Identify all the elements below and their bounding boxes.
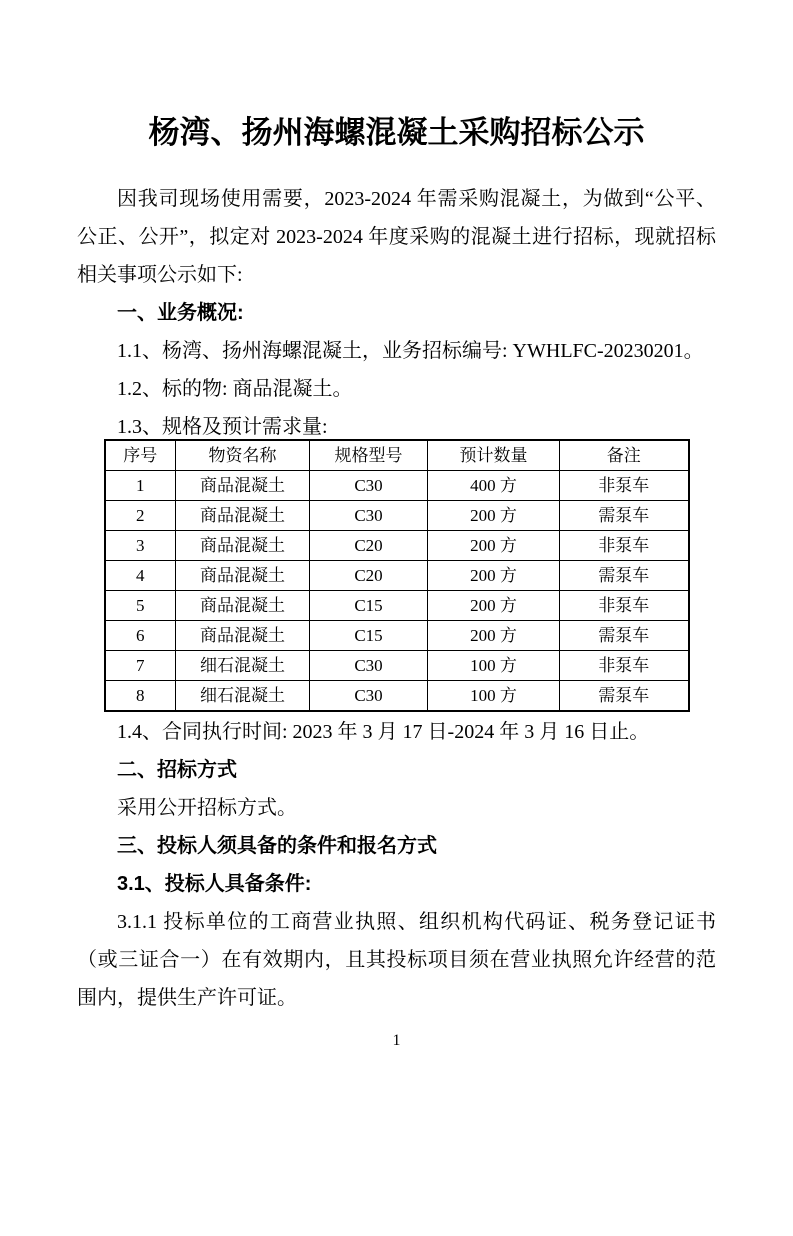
table-cell: C30 — [310, 651, 428, 681]
table-cell: 200 方 — [428, 501, 560, 531]
table-row — [105, 531, 689, 561]
table-row — [105, 651, 689, 681]
table-cell: 1 — [105, 471, 176, 501]
table-cell: 非泵车 — [560, 591, 689, 621]
table-cell: 6 — [105, 621, 176, 651]
page-title: 杨湾、扬州海螺混凝土采购招标公示 — [148, 115, 645, 150]
table-cell: 100 方 — [428, 651, 560, 681]
table-row — [105, 591, 689, 621]
table-cell: 细石混凝土 — [176, 681, 310, 712]
table-cell: 200 方 — [428, 531, 560, 561]
section3-heading: 三、投标人须具备的条件和报名方式 — [117, 835, 437, 857]
table-cell: 4 — [105, 561, 176, 591]
page-number: 1 — [392, 1032, 401, 1049]
table-row — [105, 561, 689, 591]
table-header-cell: 序号 — [105, 440, 176, 471]
table-row — [105, 681, 689, 712]
item-1-3: 1.3、规格及预计需求量: — [117, 416, 328, 438]
table-cell: 非泵车 — [560, 471, 689, 501]
table-cell: 细石混凝土 — [176, 651, 310, 681]
table-cell: 商品混凝土 — [176, 621, 310, 651]
table-row — [105, 501, 689, 531]
table-cell: C30 — [310, 501, 428, 531]
section2-body: 采用公开招标方式。 — [117, 797, 297, 819]
demand-table-body — [105, 471, 689, 712]
table-cell: 400 方 — [428, 471, 560, 501]
table-cell: 非泵车 — [560, 651, 689, 681]
table-cell: 200 方 — [428, 561, 560, 591]
table-header-cell: 备注 — [560, 440, 689, 471]
item-1-2: 1.2、标的物: 商品混凝土。 — [117, 378, 353, 400]
table-cell: 非泵车 — [560, 531, 689, 561]
table-cell: 需泵车 — [560, 621, 689, 651]
table-cell: C20 — [310, 531, 428, 561]
table-cell: 200 方 — [428, 591, 560, 621]
table-cell: 2 — [105, 501, 176, 531]
table-header-cell: 预计数量 — [428, 440, 560, 471]
table-cell: 5 — [105, 591, 176, 621]
table-row — [105, 621, 689, 651]
table-cell: C20 — [310, 561, 428, 591]
table-header-cell: 物资名称 — [176, 440, 310, 471]
table-cell: C30 — [310, 681, 428, 712]
para-3-1-1: 3.1.1 投标单位的工商营业执照、组织机构代码证、税务登记证书（或三证合一）在有效期内，且其投标项目须在营业执照允许经营的范围内，提供生产许可证。 — [77, 911, 716, 1009]
table-cell: 8 — [105, 681, 176, 712]
table-cell: 200 方 — [428, 621, 560, 651]
table-cell: 商品混凝土 — [176, 531, 310, 561]
table-header-cell: 规格型号 — [310, 440, 428, 471]
intro-paragraph: 因我司现场使用需要，2023-2024 年需采购混凝土，为做到“公平、公正、公开”，拟定对 2023-2024 年度采购的混凝土进行招标，现就招标相关事项公示如下: — [77, 188, 716, 286]
table-cell: 100 方 — [428, 681, 560, 712]
table-cell: 7 — [105, 651, 176, 681]
table-cell: C15 — [310, 621, 428, 651]
table-cell: 需泵车 — [560, 501, 689, 531]
table-cell: 3 — [105, 531, 176, 561]
sub-section-3-1-heading: 3.1、投标人具备条件: — [117, 873, 312, 895]
table-row — [105, 471, 689, 501]
table-cell: C30 — [310, 471, 428, 501]
table-cell: 商品混凝土 — [176, 591, 310, 621]
table-cell: 商品混凝土 — [176, 501, 310, 531]
table-cell: 商品混凝土 — [176, 471, 310, 501]
table-cell: 需泵车 — [560, 681, 689, 712]
document-page — [0, 114, 793, 1236]
item-1-1: 1.1、杨湾、扬州海螺混凝土，业务招标编号: YWHLFC-20230201。 — [117, 340, 704, 362]
section1-heading: 一、业务概况: — [117, 302, 244, 324]
table-cell: 商品混凝土 — [176, 561, 310, 591]
section2-heading: 二、招标方式 — [117, 759, 237, 781]
table-cell: 需泵车 — [560, 561, 689, 591]
item-1-4: 1.4、合同执行时间: 2023 年 3 月 17 日-2024 年 3 月 16 日止。 — [117, 721, 650, 743]
table-cell: C15 — [310, 591, 428, 621]
demand-table — [104, 439, 690, 712]
